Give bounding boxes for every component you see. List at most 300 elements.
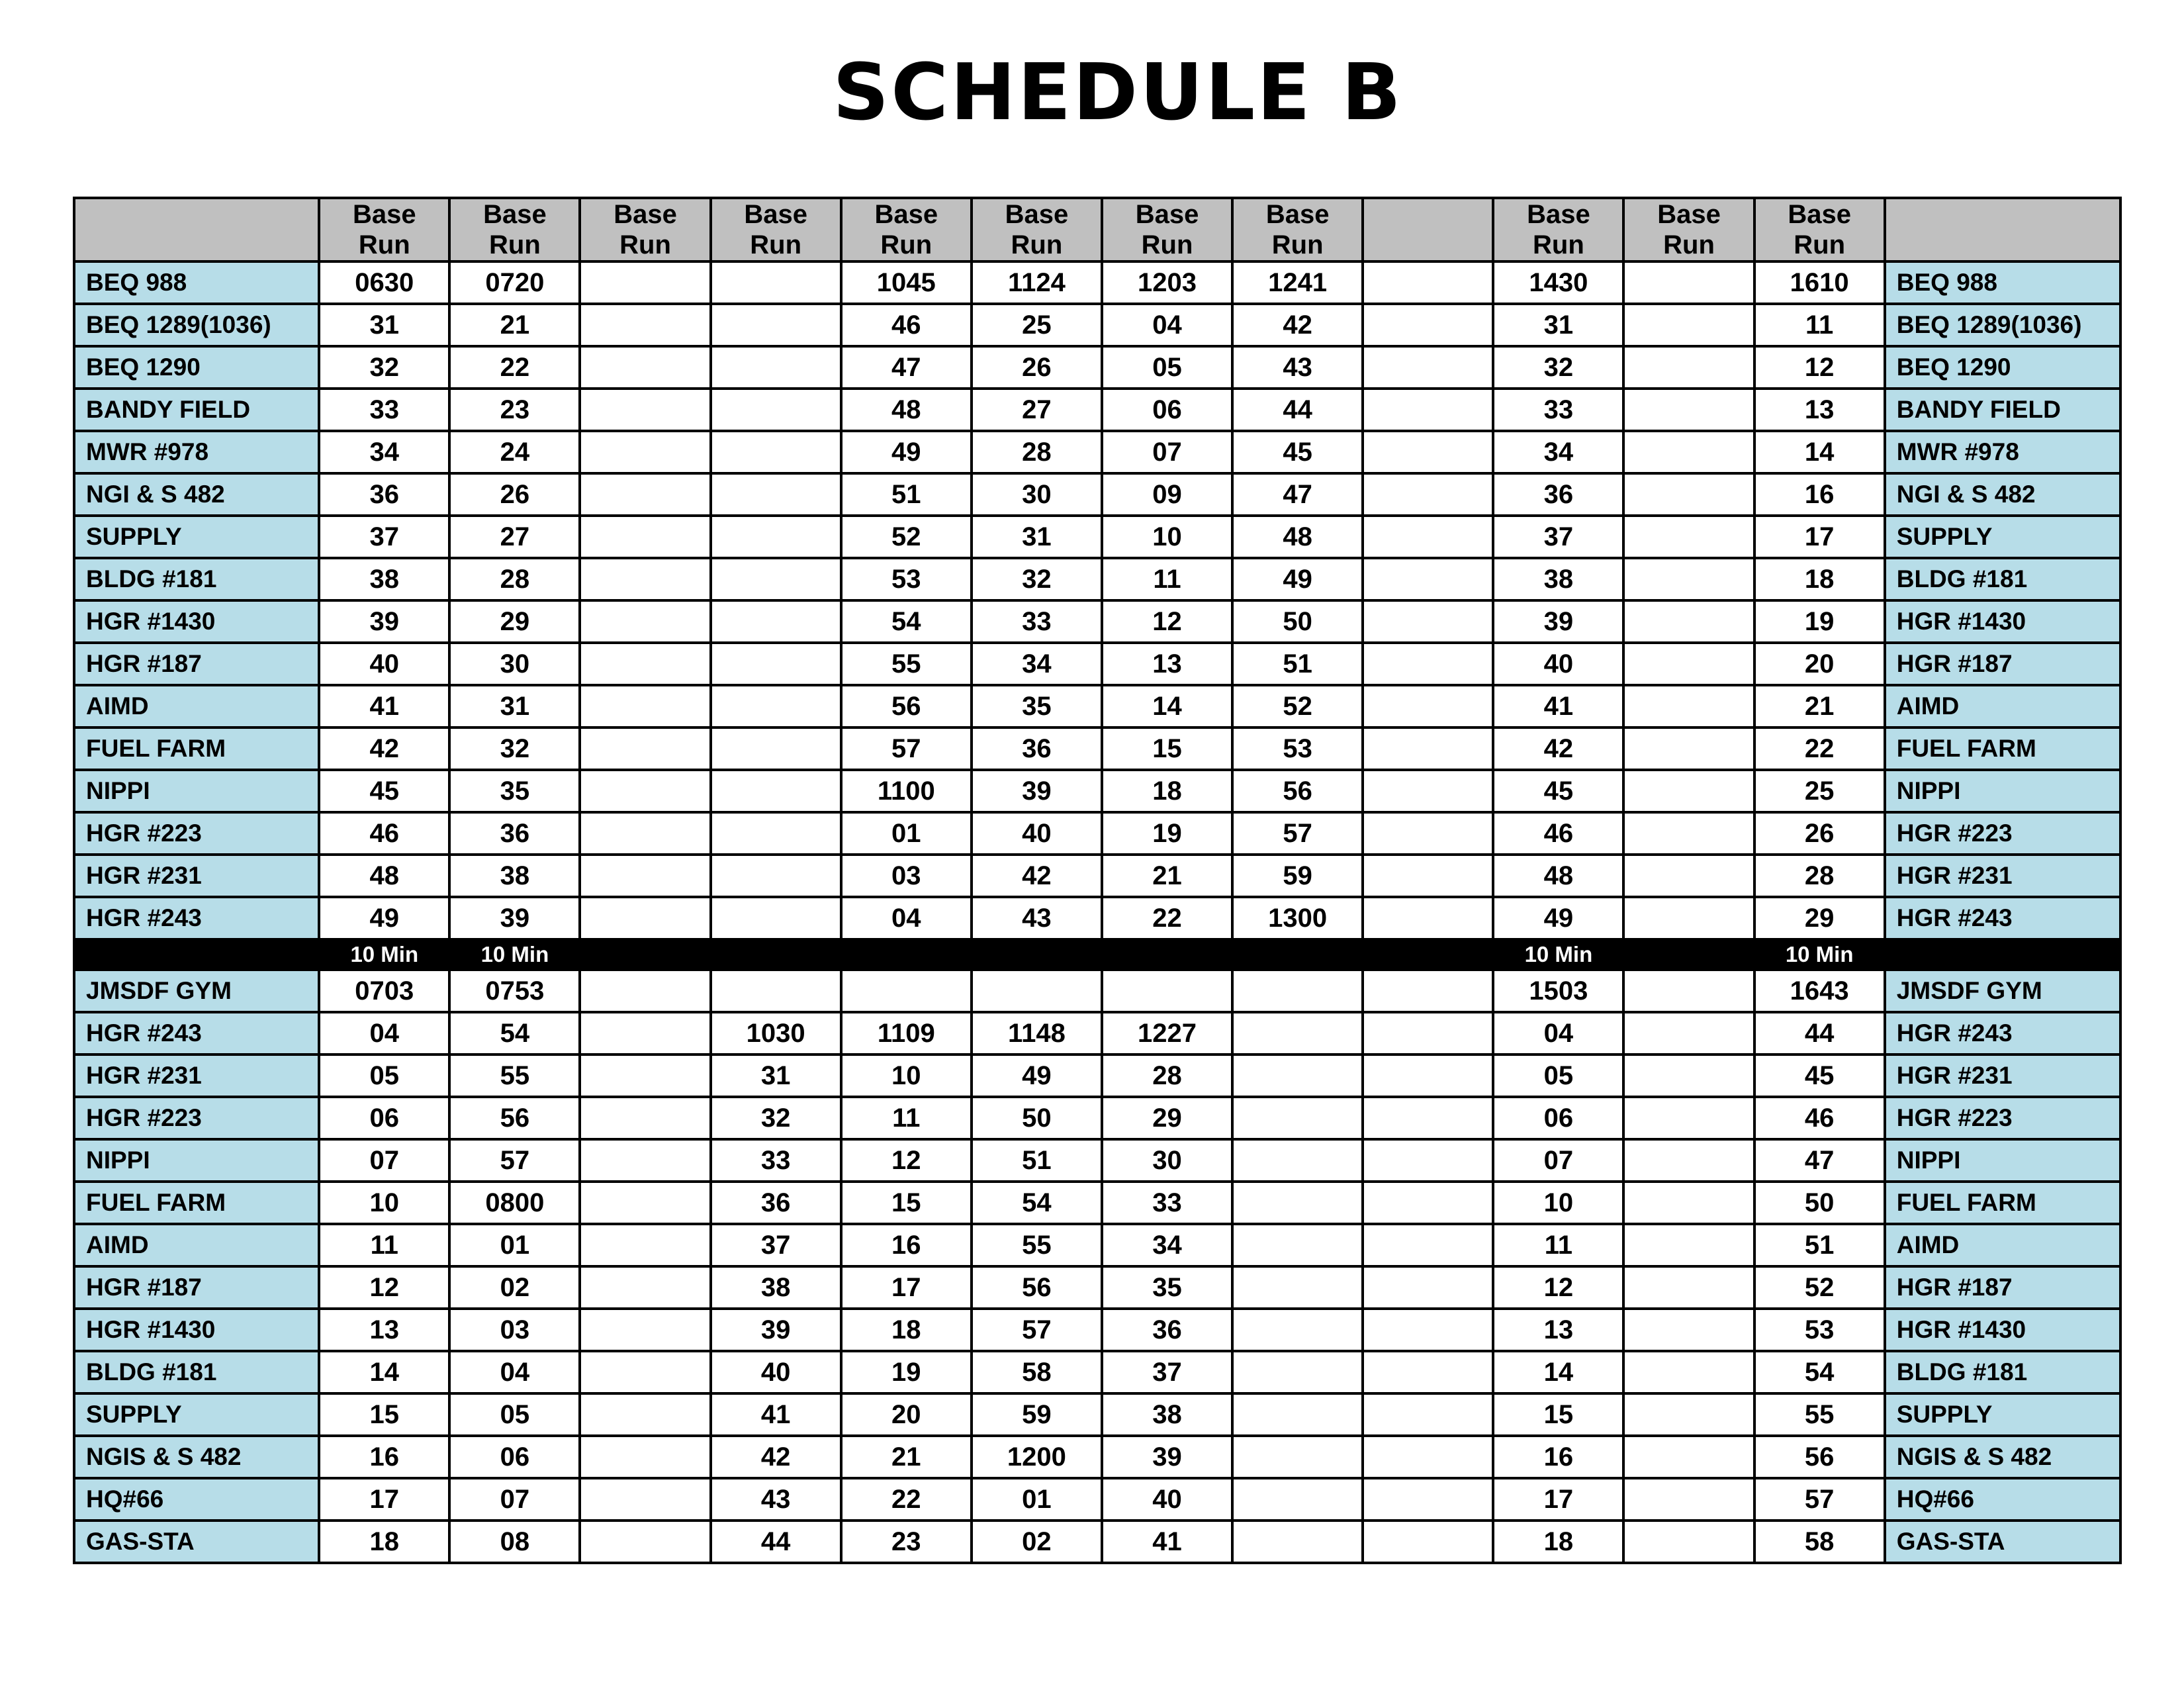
time-cell: [1363, 1266, 1493, 1309]
time-cell: [580, 1436, 710, 1478]
time-cell: 0800: [449, 1182, 580, 1224]
time-cell: [711, 812, 841, 855]
time-cell: [580, 812, 710, 855]
time-cell: 29: [1102, 1097, 1232, 1139]
outbound-row: [74, 770, 2120, 812]
time-cell: 29: [1754, 897, 1885, 939]
time-cell: 51: [841, 473, 972, 516]
time-cell: 11: [1493, 1224, 1623, 1266]
time-cell: 32: [972, 558, 1102, 600]
time-cell: 37: [319, 516, 449, 558]
time-cell: [580, 431, 710, 473]
time-cell: 30: [1102, 1139, 1232, 1182]
time-cell: [1363, 1393, 1493, 1436]
time-cell: [580, 1521, 710, 1563]
time-cell: 38: [319, 558, 449, 600]
time-cell: [711, 770, 841, 812]
time-cell: 52: [841, 516, 972, 558]
time-cell: [711, 600, 841, 643]
time-cell: 18: [1102, 770, 1232, 812]
time-cell: 44: [1754, 1012, 1885, 1055]
stop-name: HGR #243: [74, 1012, 319, 1055]
time-cell: 36: [319, 473, 449, 516]
stop-name-right: NIPPI: [1885, 1139, 2120, 1182]
header-cell: Base Run: [1493, 198, 1623, 261]
stop-name-right: BEQ 1290: [1885, 346, 2120, 389]
time-cell: 39: [1493, 600, 1623, 643]
inbound-row: [74, 1097, 2120, 1139]
outbound-row: [74, 346, 2120, 389]
stop-name-right: NIPPI: [1885, 770, 2120, 812]
time-cell: [580, 685, 710, 727]
time-cell: 11: [1754, 304, 1885, 346]
time-cell: 36: [1102, 1309, 1232, 1351]
separator-cell: [711, 939, 841, 970]
stop-name-right: HGR #243: [1885, 897, 2120, 939]
time-cell: 23: [841, 1521, 972, 1563]
time-cell: 27: [449, 516, 580, 558]
time-cell: 31: [449, 685, 580, 727]
time-cell: 17: [1754, 516, 1885, 558]
time-cell: [580, 1097, 710, 1139]
time-cell: 33: [711, 1139, 841, 1182]
time-cell: 51: [972, 1139, 1102, 1182]
time-cell: 36: [1493, 473, 1623, 516]
stop-name: BEQ 1289(1036): [74, 304, 319, 346]
stop-name: HGR #1430: [74, 1309, 319, 1351]
stop-name: HGR #223: [74, 812, 319, 855]
time-cell: 01: [972, 1478, 1102, 1521]
time-cell: 07: [1493, 1139, 1623, 1182]
time-cell: 16: [1754, 473, 1885, 516]
time-cell: 48: [841, 389, 972, 431]
time-cell: 12: [319, 1266, 449, 1309]
time-cell: [711, 685, 841, 727]
time-cell: [1363, 346, 1493, 389]
time-cell: [580, 1393, 710, 1436]
time-cell: [1623, 1351, 1754, 1393]
time-cell: 13: [1754, 389, 1885, 431]
stop-name-right: FUEL FARM: [1885, 727, 2120, 770]
time-cell: [1232, 1055, 1363, 1097]
time-cell: [1623, 1097, 1754, 1139]
time-cell: [1623, 516, 1754, 558]
time-cell: 1148: [972, 1012, 1102, 1055]
time-cell: [1623, 855, 1754, 897]
stop-name: JMSDF GYM: [74, 970, 319, 1012]
page-title: SCHEDULE B: [833, 46, 1403, 138]
time-cell: [1363, 812, 1493, 855]
time-cell: [1363, 727, 1493, 770]
stop-name-right: NGI & S 482: [1885, 473, 2120, 516]
time-cell: 41: [1493, 685, 1623, 727]
time-cell: 03: [449, 1309, 580, 1351]
time-cell: [1363, 1309, 1493, 1351]
time-cell: [580, 261, 710, 304]
time-cell: [1623, 1309, 1754, 1351]
time-cell: 19: [841, 1351, 972, 1393]
time-cell: 1430: [1493, 261, 1623, 304]
stop-name: BANDY FIELD: [74, 389, 319, 431]
time-cell: [1623, 304, 1754, 346]
time-cell: 1300: [1232, 897, 1363, 939]
time-cell: 10: [841, 1055, 972, 1097]
time-cell: 38: [711, 1266, 841, 1309]
time-cell: 28: [1754, 855, 1885, 897]
time-cell: 04: [319, 1012, 449, 1055]
time-cell: 1643: [1754, 970, 1885, 1012]
inbound-row: [74, 1139, 2120, 1182]
outbound-row: [74, 516, 2120, 558]
header-cell: Base Run: [1623, 198, 1754, 261]
time-cell: 1200: [972, 1436, 1102, 1478]
time-cell: 49: [319, 897, 449, 939]
time-cell: [1232, 970, 1363, 1012]
time-cell: 11: [841, 1097, 972, 1139]
time-cell: 17: [319, 1478, 449, 1521]
time-cell: 55: [1754, 1393, 1885, 1436]
time-cell: [580, 1309, 710, 1351]
time-cell: 36: [449, 812, 580, 855]
time-cell: [1363, 685, 1493, 727]
inbound-row: [74, 970, 2120, 1012]
time-cell: 32: [1493, 346, 1623, 389]
time-cell: 33: [972, 600, 1102, 643]
time-cell: 02: [972, 1521, 1102, 1563]
inbound-row: [74, 1478, 2120, 1521]
time-cell: [580, 1139, 710, 1182]
header-cell: Base Run: [711, 198, 841, 261]
outbound-row: [74, 261, 2120, 304]
outbound-row: [74, 473, 2120, 516]
time-cell: 50: [1232, 600, 1363, 643]
time-cell: 20: [841, 1393, 972, 1436]
separator-cell: [1102, 939, 1232, 970]
stop-name: AIMD: [74, 1224, 319, 1266]
time-cell: 21: [1102, 855, 1232, 897]
time-cell: [711, 643, 841, 685]
time-cell: 18: [841, 1309, 972, 1351]
time-cell: [841, 970, 972, 1012]
time-cell: [580, 1224, 710, 1266]
separator-cell: [1623, 939, 1754, 970]
time-cell: 21: [1754, 685, 1885, 727]
time-cell: 05: [449, 1393, 580, 1436]
separator-cell: [580, 939, 710, 970]
time-cell: 36: [711, 1182, 841, 1224]
inbound-row: [74, 1182, 2120, 1224]
header-cell: Base Run: [319, 198, 449, 261]
stop-name-right: HGR #243: [1885, 1012, 2120, 1055]
time-cell: [1363, 558, 1493, 600]
time-cell: 17: [841, 1266, 972, 1309]
time-cell: 53: [1754, 1309, 1885, 1351]
time-cell: [580, 970, 710, 1012]
time-cell: 14: [1493, 1351, 1623, 1393]
stop-name: HGR #1430: [74, 600, 319, 643]
time-cell: 42: [711, 1436, 841, 1478]
time-cell: [580, 346, 710, 389]
time-cell: 54: [449, 1012, 580, 1055]
time-cell: 48: [1232, 516, 1363, 558]
separator-cell: [1885, 939, 2120, 970]
time-cell: 04: [1102, 304, 1232, 346]
time-cell: 21: [841, 1436, 972, 1478]
time-cell: 56: [841, 685, 972, 727]
stop-name-right: FUEL FARM: [1885, 1182, 2120, 1224]
time-cell: 06: [449, 1436, 580, 1478]
time-cell: 41: [711, 1393, 841, 1436]
time-cell: 12: [1493, 1266, 1623, 1309]
inbound-row: [74, 1436, 2120, 1478]
time-cell: [1363, 261, 1493, 304]
time-cell: 45: [1232, 431, 1363, 473]
time-cell: 37: [1493, 516, 1623, 558]
inbound-row: [74, 1521, 2120, 1563]
time-cell: 39: [1102, 1436, 1232, 1478]
time-cell: 40: [1102, 1478, 1232, 1521]
time-cell: [1232, 1351, 1363, 1393]
time-cell: [1363, 855, 1493, 897]
time-cell: 33: [1493, 389, 1623, 431]
separator-cell: [1363, 939, 1493, 970]
time-cell: 1610: [1754, 261, 1885, 304]
time-cell: [1363, 1478, 1493, 1521]
time-cell: 13: [319, 1309, 449, 1351]
time-cell: [1232, 1097, 1363, 1139]
time-cell: 54: [972, 1182, 1102, 1224]
time-cell: 45: [1493, 770, 1623, 812]
time-cell: 57: [972, 1309, 1102, 1351]
stop-name: HGR #187: [74, 1266, 319, 1309]
time-cell: 0703: [319, 970, 449, 1012]
time-cell: [1363, 1182, 1493, 1224]
time-cell: [1623, 1521, 1754, 1563]
time-cell: [580, 643, 710, 685]
time-cell: 56: [972, 1266, 1102, 1309]
time-cell: [1363, 770, 1493, 812]
time-cell: 48: [319, 855, 449, 897]
time-cell: [1363, 431, 1493, 473]
time-cell: 13: [1102, 643, 1232, 685]
stop-name: NGIS & S 482: [74, 1436, 319, 1478]
separator-cell: [74, 939, 319, 970]
time-cell: [1623, 770, 1754, 812]
time-cell: [1232, 1309, 1363, 1351]
time-cell: [580, 1266, 710, 1309]
stop-name-right: SUPPLY: [1885, 516, 2120, 558]
time-cell: [1623, 558, 1754, 600]
time-cell: [1363, 1139, 1493, 1182]
time-cell: [711, 473, 841, 516]
time-cell: 35: [449, 770, 580, 812]
time-cell: 49: [972, 1055, 1102, 1097]
stop-name: BEQ 988: [74, 261, 319, 304]
time-cell: 32: [319, 346, 449, 389]
time-cell: 25: [1754, 770, 1885, 812]
time-cell: 02: [449, 1266, 580, 1309]
time-cell: [1232, 1182, 1363, 1224]
time-cell: 31: [972, 516, 1102, 558]
time-cell: [1623, 727, 1754, 770]
time-cell: 57: [841, 727, 972, 770]
time-cell: 33: [319, 389, 449, 431]
time-cell: [711, 970, 841, 1012]
separator-cell: [841, 939, 972, 970]
time-cell: [1623, 1182, 1754, 1224]
time-cell: [580, 600, 710, 643]
time-cell: [1363, 970, 1493, 1012]
inbound-row: [74, 1012, 2120, 1055]
time-cell: 22: [841, 1478, 972, 1521]
time-cell: 03: [841, 855, 972, 897]
time-cell: 19: [1754, 600, 1885, 643]
time-cell: [711, 261, 841, 304]
time-cell: 41: [319, 685, 449, 727]
outbound-row: [74, 431, 2120, 473]
time-cell: [580, 516, 710, 558]
stop-name-right: BEQ 988: [1885, 261, 2120, 304]
stop-name-right: MWR #978: [1885, 431, 2120, 473]
stop-name-right: HGR #223: [1885, 1097, 2120, 1139]
time-cell: [580, 1182, 710, 1224]
stop-name: SUPPLY: [74, 516, 319, 558]
time-cell: 07: [449, 1478, 580, 1521]
time-cell: [1363, 897, 1493, 939]
time-cell: 14: [1102, 685, 1232, 727]
time-cell: 13: [1493, 1309, 1623, 1351]
time-cell: [1623, 1393, 1754, 1436]
time-cell: 25: [972, 304, 1102, 346]
time-cell: 57: [449, 1139, 580, 1182]
time-cell: [580, 389, 710, 431]
time-cell: 56: [1232, 770, 1363, 812]
stop-name-right: BLDG #181: [1885, 1351, 2120, 1393]
separator-cell: 10 Min: [319, 939, 449, 970]
time-cell: [1623, 346, 1754, 389]
time-cell: [1232, 1266, 1363, 1309]
stop-name: HGR #243: [74, 897, 319, 939]
time-cell: 47: [1754, 1139, 1885, 1182]
time-cell: 59: [1232, 855, 1363, 897]
time-cell: [1623, 685, 1754, 727]
time-cell: 43: [711, 1478, 841, 1521]
time-cell: 1109: [841, 1012, 972, 1055]
time-cell: 44: [1232, 389, 1363, 431]
time-cell: 28: [972, 431, 1102, 473]
time-cell: 37: [1102, 1351, 1232, 1393]
time-cell: [711, 516, 841, 558]
inbound-row: [74, 1393, 2120, 1436]
time-cell: [711, 855, 841, 897]
time-cell: 35: [1102, 1266, 1232, 1309]
time-cell: [711, 558, 841, 600]
time-cell: 15: [841, 1182, 972, 1224]
time-cell: [1363, 600, 1493, 643]
time-cell: 16: [1493, 1436, 1623, 1478]
stop-name-right: SUPPLY: [1885, 1393, 2120, 1436]
stop-name: AIMD: [74, 685, 319, 727]
time-cell: 50: [1754, 1182, 1885, 1224]
time-cell: 10: [1102, 516, 1232, 558]
time-cell: 39: [319, 600, 449, 643]
stop-name-right: AIMD: [1885, 1224, 2120, 1266]
time-cell: [1623, 1266, 1754, 1309]
time-cell: 49: [1493, 897, 1623, 939]
time-cell: [711, 304, 841, 346]
outbound-row: [74, 727, 2120, 770]
time-cell: [1232, 1393, 1363, 1436]
time-cell: 04: [1493, 1012, 1623, 1055]
time-cell: 38: [449, 855, 580, 897]
header-cell: Base Run: [449, 198, 580, 261]
time-cell: 31: [711, 1055, 841, 1097]
time-cell: [972, 970, 1102, 1012]
time-cell: [1623, 1139, 1754, 1182]
time-cell: [1102, 970, 1232, 1012]
time-cell: [711, 389, 841, 431]
time-cell: 31: [319, 304, 449, 346]
time-cell: 34: [1493, 431, 1623, 473]
time-cell: 22: [449, 346, 580, 389]
time-cell: 55: [841, 643, 972, 685]
time-cell: 34: [972, 643, 1102, 685]
time-cell: 01: [449, 1224, 580, 1266]
stop-name-right: AIMD: [1885, 685, 2120, 727]
time-cell: [580, 855, 710, 897]
time-cell: 34: [1102, 1224, 1232, 1266]
separator-cell: [972, 939, 1102, 970]
time-cell: [1623, 1478, 1754, 1521]
outbound-row: [74, 897, 2120, 939]
time-cell: 58: [1754, 1521, 1885, 1563]
time-cell: [1363, 389, 1493, 431]
time-cell: 35: [972, 685, 1102, 727]
time-cell: [711, 346, 841, 389]
time-cell: 30: [449, 643, 580, 685]
time-cell: 17: [1493, 1478, 1623, 1521]
time-cell: 56: [449, 1097, 580, 1139]
time-cell: 52: [1232, 685, 1363, 727]
separator-cell: [1232, 939, 1363, 970]
stop-name: HGR #187: [74, 643, 319, 685]
time-cell: [580, 727, 710, 770]
outbound-row: [74, 304, 2120, 346]
time-cell: 46: [1493, 812, 1623, 855]
time-cell: 0720: [449, 261, 580, 304]
time-cell: [580, 1478, 710, 1521]
separator-cell: 10 Min: [449, 939, 580, 970]
time-cell: 31: [1493, 304, 1623, 346]
time-cell: 08: [449, 1521, 580, 1563]
time-cell: 18: [1493, 1521, 1623, 1563]
time-cell: 43: [1232, 346, 1363, 389]
time-cell: 06: [1493, 1097, 1623, 1139]
time-cell: [1232, 1139, 1363, 1182]
time-cell: [1363, 304, 1493, 346]
time-cell: [1623, 812, 1754, 855]
time-cell: 1203: [1102, 261, 1232, 304]
time-cell: [1623, 473, 1754, 516]
time-cell: 11: [319, 1224, 449, 1266]
time-cell: [1363, 1097, 1493, 1139]
stop-name: HGR #223: [74, 1097, 319, 1139]
time-cell: 27: [972, 389, 1102, 431]
time-cell: 52: [1754, 1266, 1885, 1309]
time-cell: 37: [711, 1224, 841, 1266]
time-cell: 38: [1493, 558, 1623, 600]
time-cell: 01: [841, 812, 972, 855]
